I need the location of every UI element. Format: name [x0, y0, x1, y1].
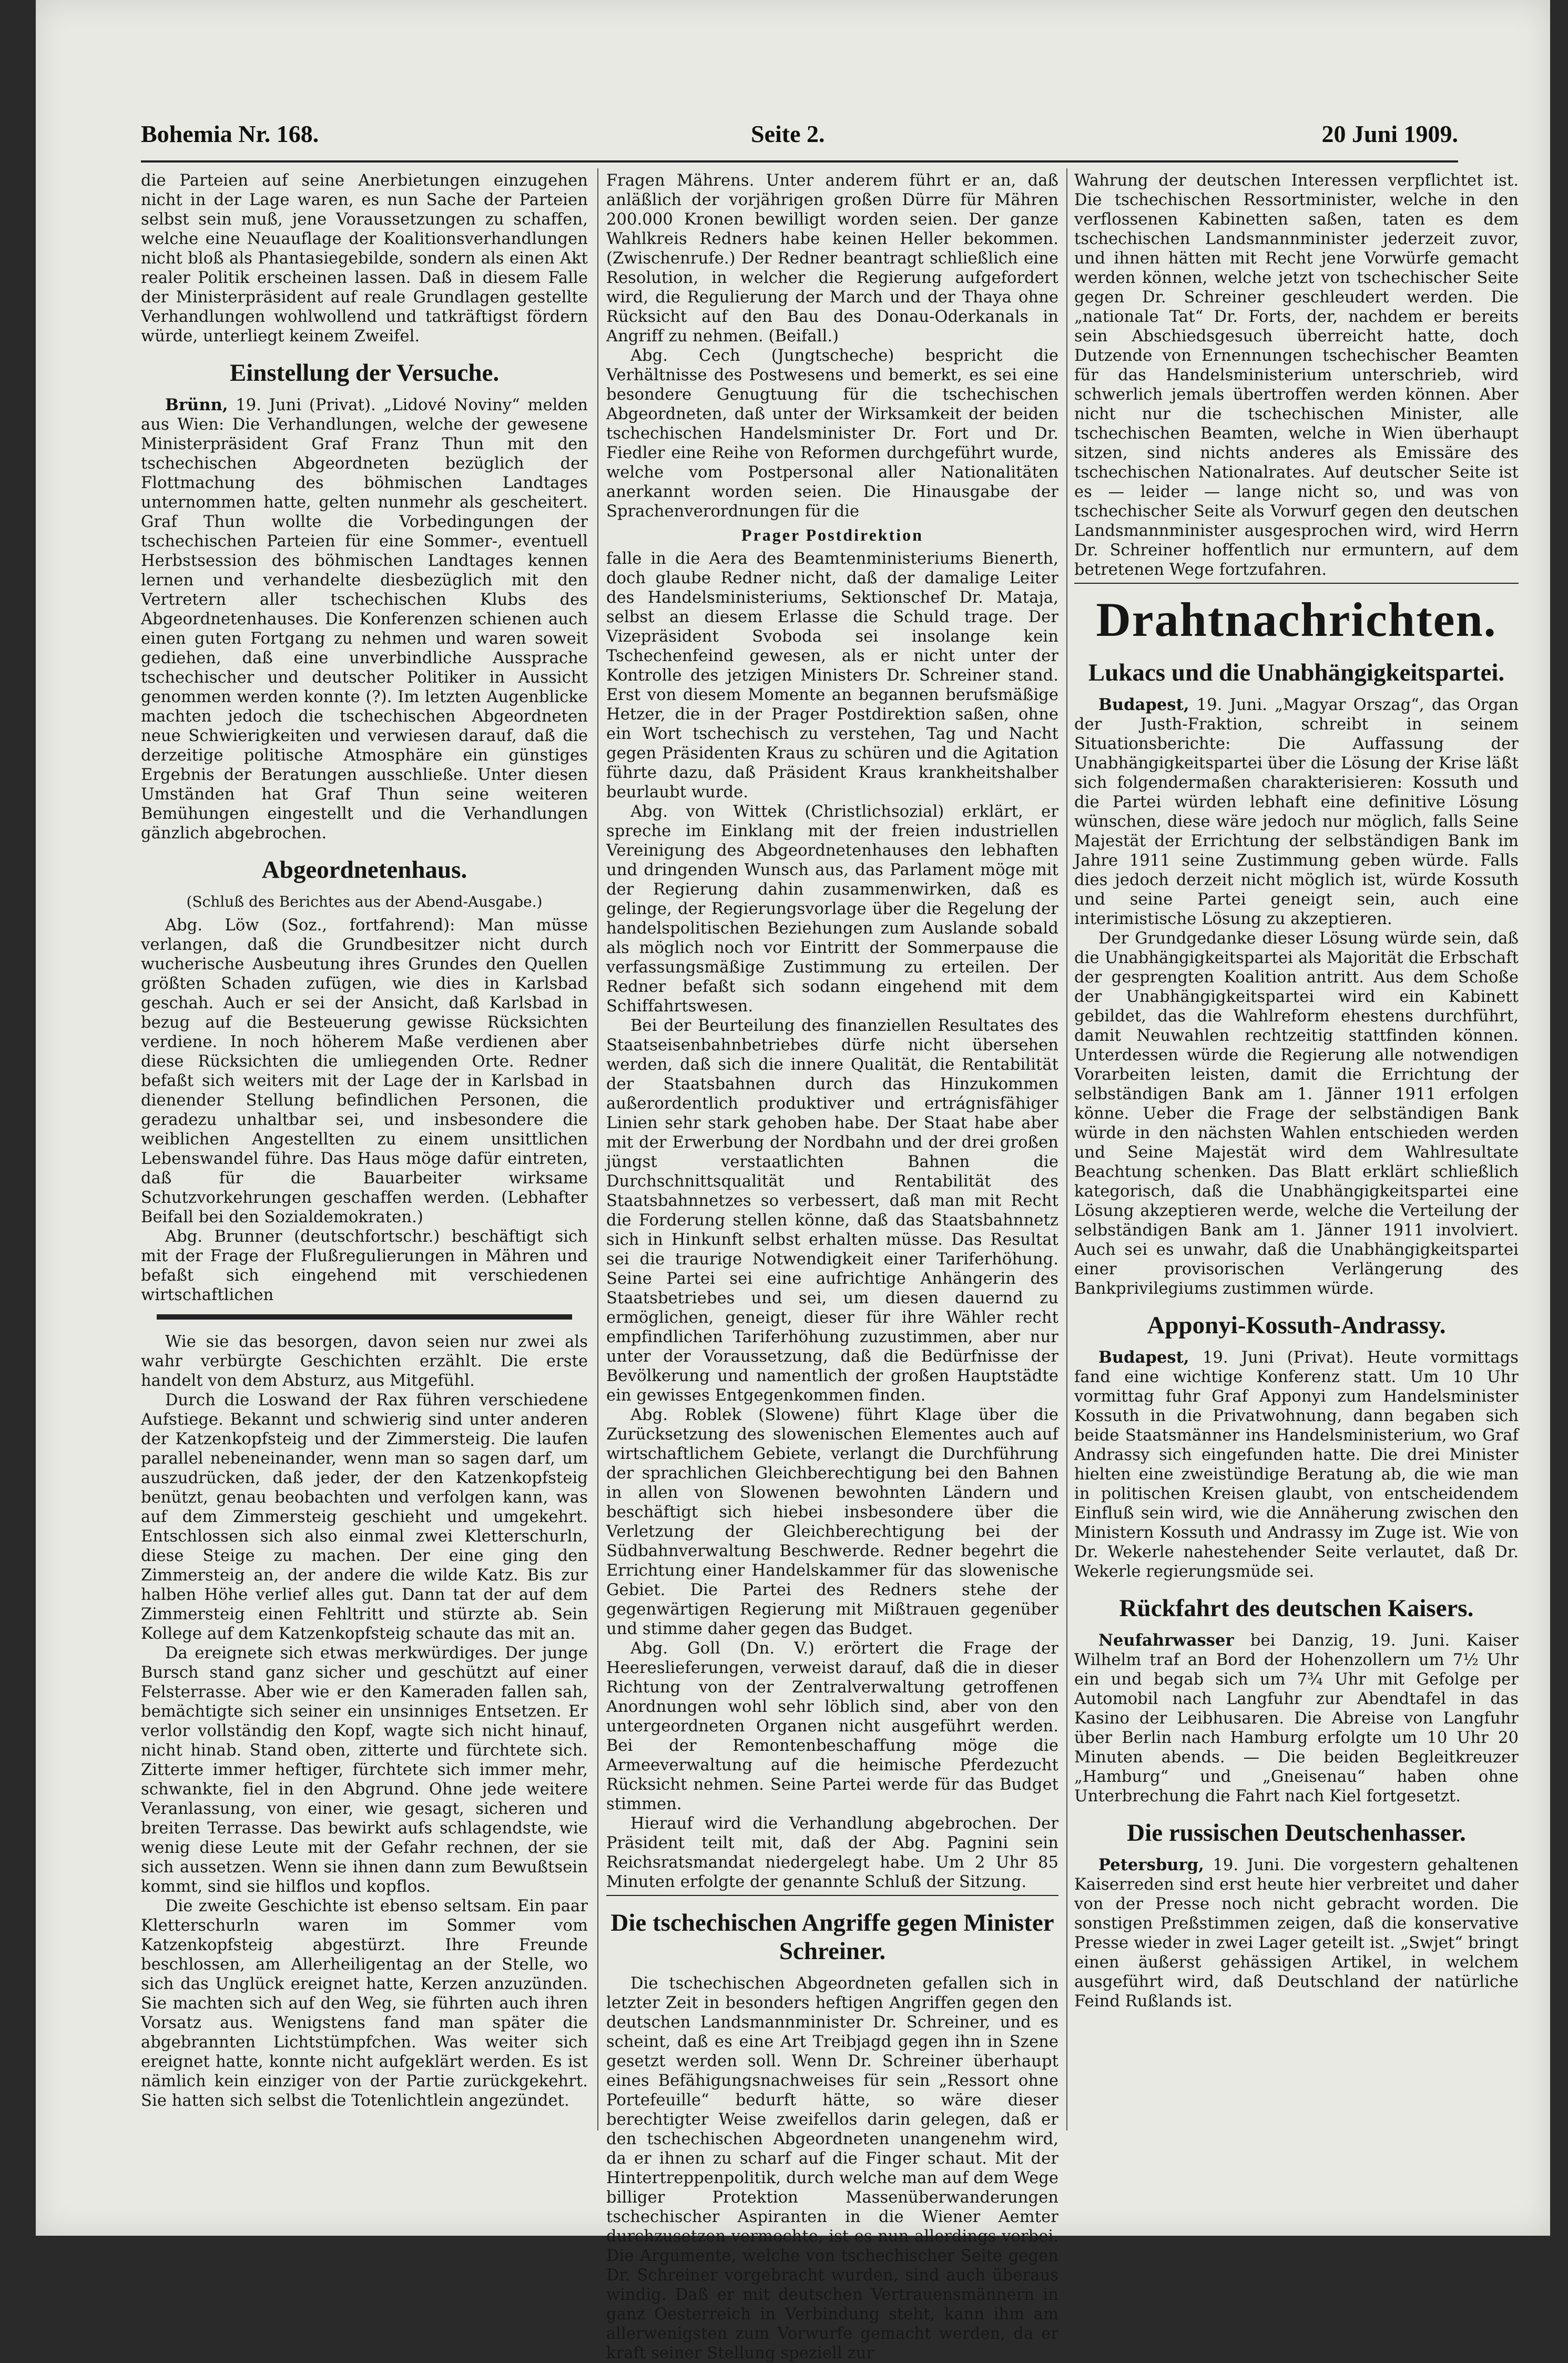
- article-heading: Rückfahrt des deutschen Kaisers.: [1119, 1595, 1474, 1622]
- paragraph: Wahrung der deutschen Interessen verpflichtet ist. Die tschechischen Ressortminister, welche in den verflossenen Kabinetten saßen, taten es dem tschechischen Landsmannminister jederzeit zuvor, und ihnen hätten mit Recht jene Vorwürfe gemacht werden können, welche jetzt von tschechischer Seite gegen Dr. Schreiner geschleudert werden. Die „nationale Tat“ Dr. Forts, der, nachdem er bereits sein Abschiedsgesuch überreicht hatte, doch Dutzende von Ernennungen tschechischer Beamten für das Handelsministerium unterschrieb, wird schwerlich jemals übertroffen werden können. Aber nicht nur die tschechischen Minister, alle tschechischen Beamten, welche in Wien überhaupt sitzen, sind nichts anderes als Emissäre des tschechischen Nationalrates. Auf deutscher Seite ist es — leider — lange nicht so, und was von tschechischer Seite als Vorwurf gegen den deutschen Landsmannminister ausgesprochen wird, wird Herrn Dr. Schreiner hoffentlich nur ermuntern, auf dem betretenen Wege fortzufahren.: [1074, 171, 1519, 579]
- column-divider: [1066, 168, 1067, 2131]
- paragraph: Neufahrwasser bei Danzig, 19. Juni. Kaiser Wilhelm traf an Bord der Hohenzollern um 7½ Uhr ein und begab sich um 7¾ Uhr mit Gefolge per Automobil nach Langfuhr zur Abendtafel in das Kasino der Leibhusaren. Die Abreise von Langfuhr über Berlin nach Hamburg erfolgte um 10 Uhr 20 Minuten abends. — Die beiden Begleitkreuzer „Hamburg“ und „Gneisenau“ haben ohne Unterbrechung die Fahrt nach Kiel fortgesetzt.: [1074, 1631, 1519, 1806]
- dateline: Budapest,: [1098, 695, 1189, 714]
- paragraph: Abg. Löw (Soz., fortfahrend): Man müsse verlangen, daß die Grundbesitzer nicht durch wucherische Ausbeutung ihres Grundes den Quellen größten Schaden zufügen, wie dies in Karlsbad geschah. Auch er sei der Ansicht, daß Karlsbad in bezug auf die Besteuerung gewisse Rücksichten verdiene. In noch höherem Maße verdienen aber diese Rücksichten die umliegenden Orte. Redner befaßt sich weiters mit der Lage der in Karlsbad in dienender Stellung befindlichen Personen, die geradezu unhaltbar sei, und insbesondere die weiblichen Angestellten zu einem unsittlichen Lebenswandel führe. Das Haus möge dafür eintreten, daß für die Bauarbeiter wirksame Schutzvorkehrungen geschaffen werden. (Lebhafter Beifall bei den Sozialdemokraten.): [141, 916, 588, 1226]
- paragraph: Budapest, 19. Juni (Privat). Heute vormittags fand eine wichtige Konferenz statt. Um 10 Uhr vormittag fuhr Graf Apponyi zum Handelsminister Kossuth in die Privatwohnung, dann begaben sich beide Staatsmänner ins Handelsministerium, wo Graf Andrassy sich eingefunden hatte. Die drei Minister hielten eine zweistündige Beratung ab, die wie man in politischen Kreisen glaubt, von entscheidendem Einfluß sein wird, wie die Annäherung zwischen den Ministern Kossuth und Andrassy im Zuge ist. Wie von Dr. Wekerle nahestehender Seite verlautet, daß Dr. Wekerle regierungsmüde sei.: [1074, 1348, 1519, 1581]
- paragraph: Brünn, 19. Juni (Privat). „Lidové Noviny“ melden aus Wien: Die Verhandlungen, welche der gewesene Ministerpräsident Graf Franz Thun mit den tschechischen Abgeordneten bezüglich der Flottmachung des böhmischen Landtages unternommen hatte, gelten nunmehr als gescheitert. Graf Thun wollte die Vorbedingungen der tschechischen Parteien für eine Sommer-, eventuell Herbstsession des böhmischen Landtages kennen lernen und verhandelte diesbezüglich mit den Vertretern aller tschechischen Klubs des Abgeordnetenhauses. Die Konferenzen schienen auch einen guten Fortgang zu nehmen und waren soweit gediehen, daß eine unverbindliche Aussprache tschechischer und deutscher Politiker in Aussicht genommen werden konnte (?). Im letzten Augenblicke machten jedoch die tschechischen Abgeordneten neue Schwierigkeiten und verwiesen darauf, daß die derzeitige politische Atmosphäre ein günstiges Ergebnis der Beratungen ausschließe. Unter diesen Umständen hat Graf Thun seine weiteren Bemühungen eingestellt und die Verhandlungen gänzlich abgebrochen.: [141, 395, 588, 843]
- column-1: [141, 171, 588, 2173]
- newspaper-page: [36, 0, 1550, 2362]
- column-divider: [597, 168, 598, 2131]
- section-divider: [1074, 583, 1519, 584]
- column-3: [1074, 171, 1519, 2173]
- inline-heading: Prager Postdirektion: [741, 525, 923, 544]
- article-heading: Die russischen Deutschenhasser.: [1127, 1819, 1466, 1847]
- paragraph: Petersburg, 19. Juni. Die vorgestern gehaltenen Kaiserreden sind erst heute hier verbreitet und daher von der Presse noch nicht gebracht worden. Die sonstigen Preßstimmen zeigen, daß die konservative Presse wieder in zwei Lager geteilt ist. „Swjet“ bringt einen äußerst gehässigen Artikel, in welchem ausgeführt wird, daß Deutschland der natürliche Feind Rußlands ist.: [1074, 1855, 1519, 2011]
- dateline: Petersburg,: [1098, 1855, 1204, 1874]
- paragraph: Da ereignete sich etwas merkwürdiges. Der junge Bursch stand ganz sicher und geschützt auf einer Felsterrasse. Aber wie er den Kameraden fallen sah, bemächtigte sich seiner ein unsinniges Entsetzen. Er verlor vollständig den Kopf, wagte sich nicht hinauf, nicht hinab. Stand oben, zitterte und fürchtete sich. Zitterte immer heftiger, fürchtete sich immer mehr, schwankte, fiel in den Abgrund. Ohne jede weitere Veranlassung, von einer, wie gesagt, sicheren und breiten Terrasse. Das bewirkt aufs schlagendste, wie wenig diese Leute mit der Gefahr rechnen, der sie sich aussetzen. Wenn sie ihnen dann zum Bewußtsein kommt, sind sie hilflos und kopflos.: [141, 1644, 588, 1896]
- article-heading: Die tschechischen Angriffe gegen Minister Schreiner.: [610, 1909, 1054, 1965]
- paragraph: Abg. von Wittek (Christlichsozial) erklärt, er spreche im Einklang mit der freien industriellen Vereinigung des Abgeordnetenhauses den lebhaften und dringenden Wunsch aus, das Parlament möge mit der Regierung dahin zusammenwirken, daß es gelinge, der Regierungsvorlage über die Regelung der handelspolitischen Beziehungen zum Auslande sobald als möglich noch vor Eintritt der Sommerpause die verfassungsmäßige Zustimmung zu erteilen. Der Redner befaßt sich sodann eingehend mit dem Schiffahrtswesen.: [606, 803, 1058, 1016]
- paragraph: Die tschechischen Abgeordneten gefallen sich in letzter Zeit in besonders heftigen Angriffen gegen den deutschen Landsmannminister Dr. Schreiner, und es scheint, daß es eine Art Treibjagd gegen ihn in Szene gesetzt werden soll. Wenn Dr. Schreiner überhaupt eines Befähigungsnachweises für sein „Ressort ohne Portefeuille“ bedurft hätte, so wäre dieser berechtigter Weise zweifellos darin gelegen, daß er den tschechischen Abgeordneten unangenehm wird, da er ihnen zu scharf auf die Finger schaut. Mit der Hintertreppenpolitik, durch welche man auf dem Wege billiger Protektion Massenüberwanderungen tschechischer Aspiranten in die Wiener Aemter durchzusetzen vermochte, ist es nun allerdings vorbei. Die Argumente, welche von tschechischer Seite gegen Dr. Schreiner vorgebracht wurden, sind auch überaus windig. Daß er mit deutschen Vertrauensmännern in ganz Oesterreich in Verbindung steht, kann ihm am allerwenigsten zum Vorwurfe gemacht werden, da er kraft seiner Stellung speziell zur: [606, 1974, 1058, 2362]
- article-heading: Abgeordnetenhaus.: [261, 856, 467, 884]
- paragraph: Hierauf wird die Verhandlung abgebrochen. Der Präsident teilt mit, daß der Abg. Pagnini sein Reichsratsmandat niedergelegt habe. Um 2 Uhr 85 Minuten erfolgte der genannte Schluß der Sitzung.: [606, 1814, 1058, 1891]
- paragraph: Fragen Mährens. Unter anderem führt er an, daß anläßlich der vorjährigen großen Dürre für Mähren 200.000 Kronen bewilligt worden seien. Der ganze Wahlkreis Redners habe keinen Heller bekommen. (Zwischenrufe.) Der Redner beantragt schließlich eine Resolution, in welcher die Regierung aufgefordert wird, die Regulierung der March und der Thaya ohne Rücksicht auf den Bau des Donau-Oderkanals in Angriff zu nehmen. (Beifall.): [606, 171, 1058, 346]
- article-heading: Lukacs und die Unabhängigkeitspartei.: [1088, 659, 1505, 686]
- dateline: Budapest,: [1098, 1348, 1189, 1367]
- subheading: (Schluß des Berichtes aus der Abend-Ausgabe.): [186, 893, 543, 910]
- paragraph: Bei der Beurteilung des finanziellen Resultates des Staatseisenbahnbetriebes dürfe nicht übersehen werden, daß sich die innere Qualität, die Rentabilität der Staatsbahnen durch das Hinzukommen außerordentlich produktiver und ertrágnisfähiger Linien sehr stark gehoben habe. Der Staat habe aber mit der Erwerbung der Nordbahn und der drei großen jüngst verstaatlichten Bahnen die Durchschnittsqualität und Rentabilität des Staatsbahnnetzes so verbessert, daß man mit Recht die Forderung stellen könne, daß das Staatsbahnnetz sich in Hinkunft selbst erhalten müsse. Das Resultat sei die traurige Notwendigkeit einer Tariferhöhung. Seine Partei sei eine aufrichtige Anhängerin des Staatsbetriebes und sei, um diesen dauernd zu ermöglichen, geneigt, dieser für ihre Wähler recht empfindlichen Tariferhöhung zuzustimmen, aber nur unter der Voraussetzung, daß die Bedürfnisse der Bevölkerung und namentlich der großen Hauptstädte ein gewisses Entgegenkommen finden.: [606, 1017, 1058, 1405]
- header-page-number: Seite 2.: [751, 120, 825, 147]
- dateline: Neufahrwasser: [1098, 1631, 1234, 1650]
- article-heading: Apponyi-Kossuth-Andrassy.: [1147, 1312, 1446, 1339]
- paragraph: Abg. Goll (Dn. V.) erörtert die Frage der Heereslieferungen, verweist darauf, daß die in dieser Richtung von der Zentralverwaltung getroffenen Anordnungen wohl sehr löblich sind, aber von den untergeordneten Organen nicht ausgeführt werden. Bei der Remontenbeschaffung möge die Armeeverwaltung auf die heimische Pferdezucht Rücksicht nehmen. Seine Partei werde für das Budget stimmen.: [606, 1639, 1058, 1813]
- page-header: [141, 120, 1458, 157]
- header-date: 20 Juni 1909.: [1321, 120, 1458, 147]
- section-heading: Drahtnachrichten.: [1096, 593, 1497, 646]
- paragraph: Die zweite Geschichte ist ebenso seltsam. Ein paar Kletterschurln waren im Sommer vom Katzenkopfsteig abgestürzt. Ihre Freunde beschlossen, am Allerheiligentag an der Stelle, wo sich das Unglück ereignet hatte, Kerzen anzuzünden. Sie machten sich auf den Weg, sie führten auch ihren Vorsatz aus. Wenigstens fand man später die abgebrannten Lichtstümpfchen. Was weiter sich ereignet hatte, konnte nicht aufgeklärt werden. Es ist nämlich kein einziger von der Partie zurückgekehrt. Sie hatten sich selbst die Totenlichtlein angezündet.: [141, 1897, 588, 2110]
- paragraph: Abg. Cech (Jungtscheche) bespricht die Verhältnisse des Postwesens und bemerkt, es sei eine besondere Genugtuung für die tschechischen Abgeordneten, daß unter der Wirksamkeit der beiden tschechischen Handelsminister Dr. Fort und Dr. Fiedler eine Reihe von Reformen durchgeführt wurde, welche vom Postpersonal aller Nationalitäten anerkannt worden seien. Die Hinausgabe der Sprachenverordnungen für die: [606, 347, 1058, 521]
- paragraph: Der Grundgedanke dieser Lösung würde sein, daß die Unabhängigkeitspartei als Majorität die Erbschaft der gesprengten Koalition antritt. Aus dem Schoße der Unabhängigkeitspartei wird ein Kabinett gebildet, das die Wahlreform ehestens durchführt, damit Neuwahlen rechtzeitig stattfinden können. Unterdessen würde die Regierung alle notwendigen Vorarbeiten leisten, damit die Errichtung der selbständigen Bank am 1. Jänner 1911 erfolgen könne. Ueber die Frage der selbständigen Bank würde in den nächsten Wahlen entschieden werden und Seine Majestät wird dem Wahlresultate Beachtung schenken. Das Blatt erklärt schließlich kategorisch, daß die Unabhängigkeitspartei eine Lösung akzeptieren werde, welche die Verteilung der selbständigen Bank am 1. Jänner 1911 involviert. Auch sei es unwahr, daß die Unabhängigkeitspartei einer provisorischen Verlängerung des Bankprivilegiums zustimmen würde.: [1074, 929, 1519, 1298]
- section-divider: [157, 1314, 572, 1320]
- paragraph: Durch die Loswand der Rax führen verschiedene Aufstiege. Bekannt und schwierig sind unter anderen der Katzenkopfsteig und der Zimmersteig. Die laufen parallel nebeneinander, wenn man so sagen darf, um auszudrücken, daß jeder, der den Katzenkopfsteig benützt, genau beobachten und verfolgen kann, was auf dem Zimmersteig geschieht und umgekehrt. Entschlossen sich also einmal zwei Kletterschurln, diese Steige zu machen. Der eine ging den Zimmersteig an, der andere die wilde Katz. Bis zur halben Höhe verlief alles gut. Dann tat der auf dem Zimmersteig einen Fehltritt und stürzte ab. Sein Kollege auf dem Katzenkopfsteig schaute das mit an.: [141, 1391, 588, 1643]
- section-divider: [606, 1895, 1058, 1896]
- paragraph: Wie sie das besorgen, davon seien nur zwei als wahr verbürgte Geschichten erzählt. Die erste handelt von dem Absturz, aus Mitgefühl.: [141, 1333, 588, 1390]
- paragraph: falle in die Aera des Beamtenministeriums Bienerth, doch glaube Redner nicht, daß der damalige Leiter des Handelsministeriums, Sektionschef Dr. Mataja, selbst an diesem Erlasse die Schuld trage. Der Vizepräsident Svoboda sei insolange kein Tschechenfeind gewesen, als er nicht unter der Kontrolle des jetzigen Ministers Dr. Schreiner stand. Erst von diesem Momente an begannen berufsmäßige Hetzer, die in der Prager Postdirektion saßen, ohne ein Wort tschechisch zu verstehen, Tag und Nacht gegen Präsidenten Kraus zu schüren und die Agitation führte dazu, daß Präsident Kraus krankheitshalber beurlaubt wurde.: [606, 550, 1058, 802]
- header-publication: Bohemia Nr. 168.: [141, 120, 319, 147]
- paragraph: Abg. Roblek (Slowene) führt Klage über die Zurücksetzung des slowenischen Elementes auch auf wirtschaftlichem Gebiete, verlangt die Durchführung der sprachlichen Gleichberechtigung bei den Bahnen in allen von Slowenen bewohnten Ländern und beschäftigt sich hiebei insbesondere über die Verletzung der Gleichberechtigung bei der Südbahnverwaltung Beschwerde. Redner begehrt die Errichtung einer Handelskammer für das slowenische Gebiet. Die Partei des Redners stehe der gegenwärtigen Regierung mit Mißtrauen gegenüber und stimme daher gegen das Budget.: [606, 1406, 1058, 1638]
- paragraph: die Parteien auf seine Anerbietungen einzugehen nicht in der Lage waren, es nun Sache der Parteien selbst sein muß, jene Voraussetzungen zu schaffen, welche eine Neuauflage der Koalitionsverhandlungen nicht bloß als Phantasiegebilde, sondern als einen Akt realer Politik erscheinen lassen. Daß in diesem Falle der Ministerpräsident auf reale Grundlagen gestellte Verhandlungen wohlwollend und tatkräftigst fördern würde, unterliegt keinem Zweifel.: [141, 171, 588, 346]
- article-heading: Einstellung der Versuche.: [229, 359, 500, 387]
- paragraph: Abg. Brunner (deutschfortschr.) beschäftigt sich mit der Frage der Flußregulierungen in Mähren und befaßt sich eingehend mit verschiedenen wirtschaftlichen: [141, 1228, 588, 1304]
- dateline: Brünn,: [165, 395, 228, 414]
- header-rule: [141, 160, 1458, 163]
- paragraph: Budapest, 19. Juni. „Magyar Orszag“, das Organ der Justh-Fraktion, schreibt in seinem Situationsberichte: Die Auffassung der Unabhängigkeitspartei über die Lösung der Krise läßt sich folgendermaßen charakterisieren: Kossuth und die Partei würden lebhaft eine definitive Lösung wünschen, diese wäre jedoch nur möglich, falls Seine Majestät der Errichtung der selbständigen Bank im Jahre 1911 seine Zustimmung geben würde. Falls dies jedoch derzeit nicht möglich ist, würde Kossuth und seine Partei geneigt sein, auch eine interimistische Lösung zu akzeptieren.: [1074, 695, 1519, 928]
- column-2: [606, 171, 1058, 2362]
